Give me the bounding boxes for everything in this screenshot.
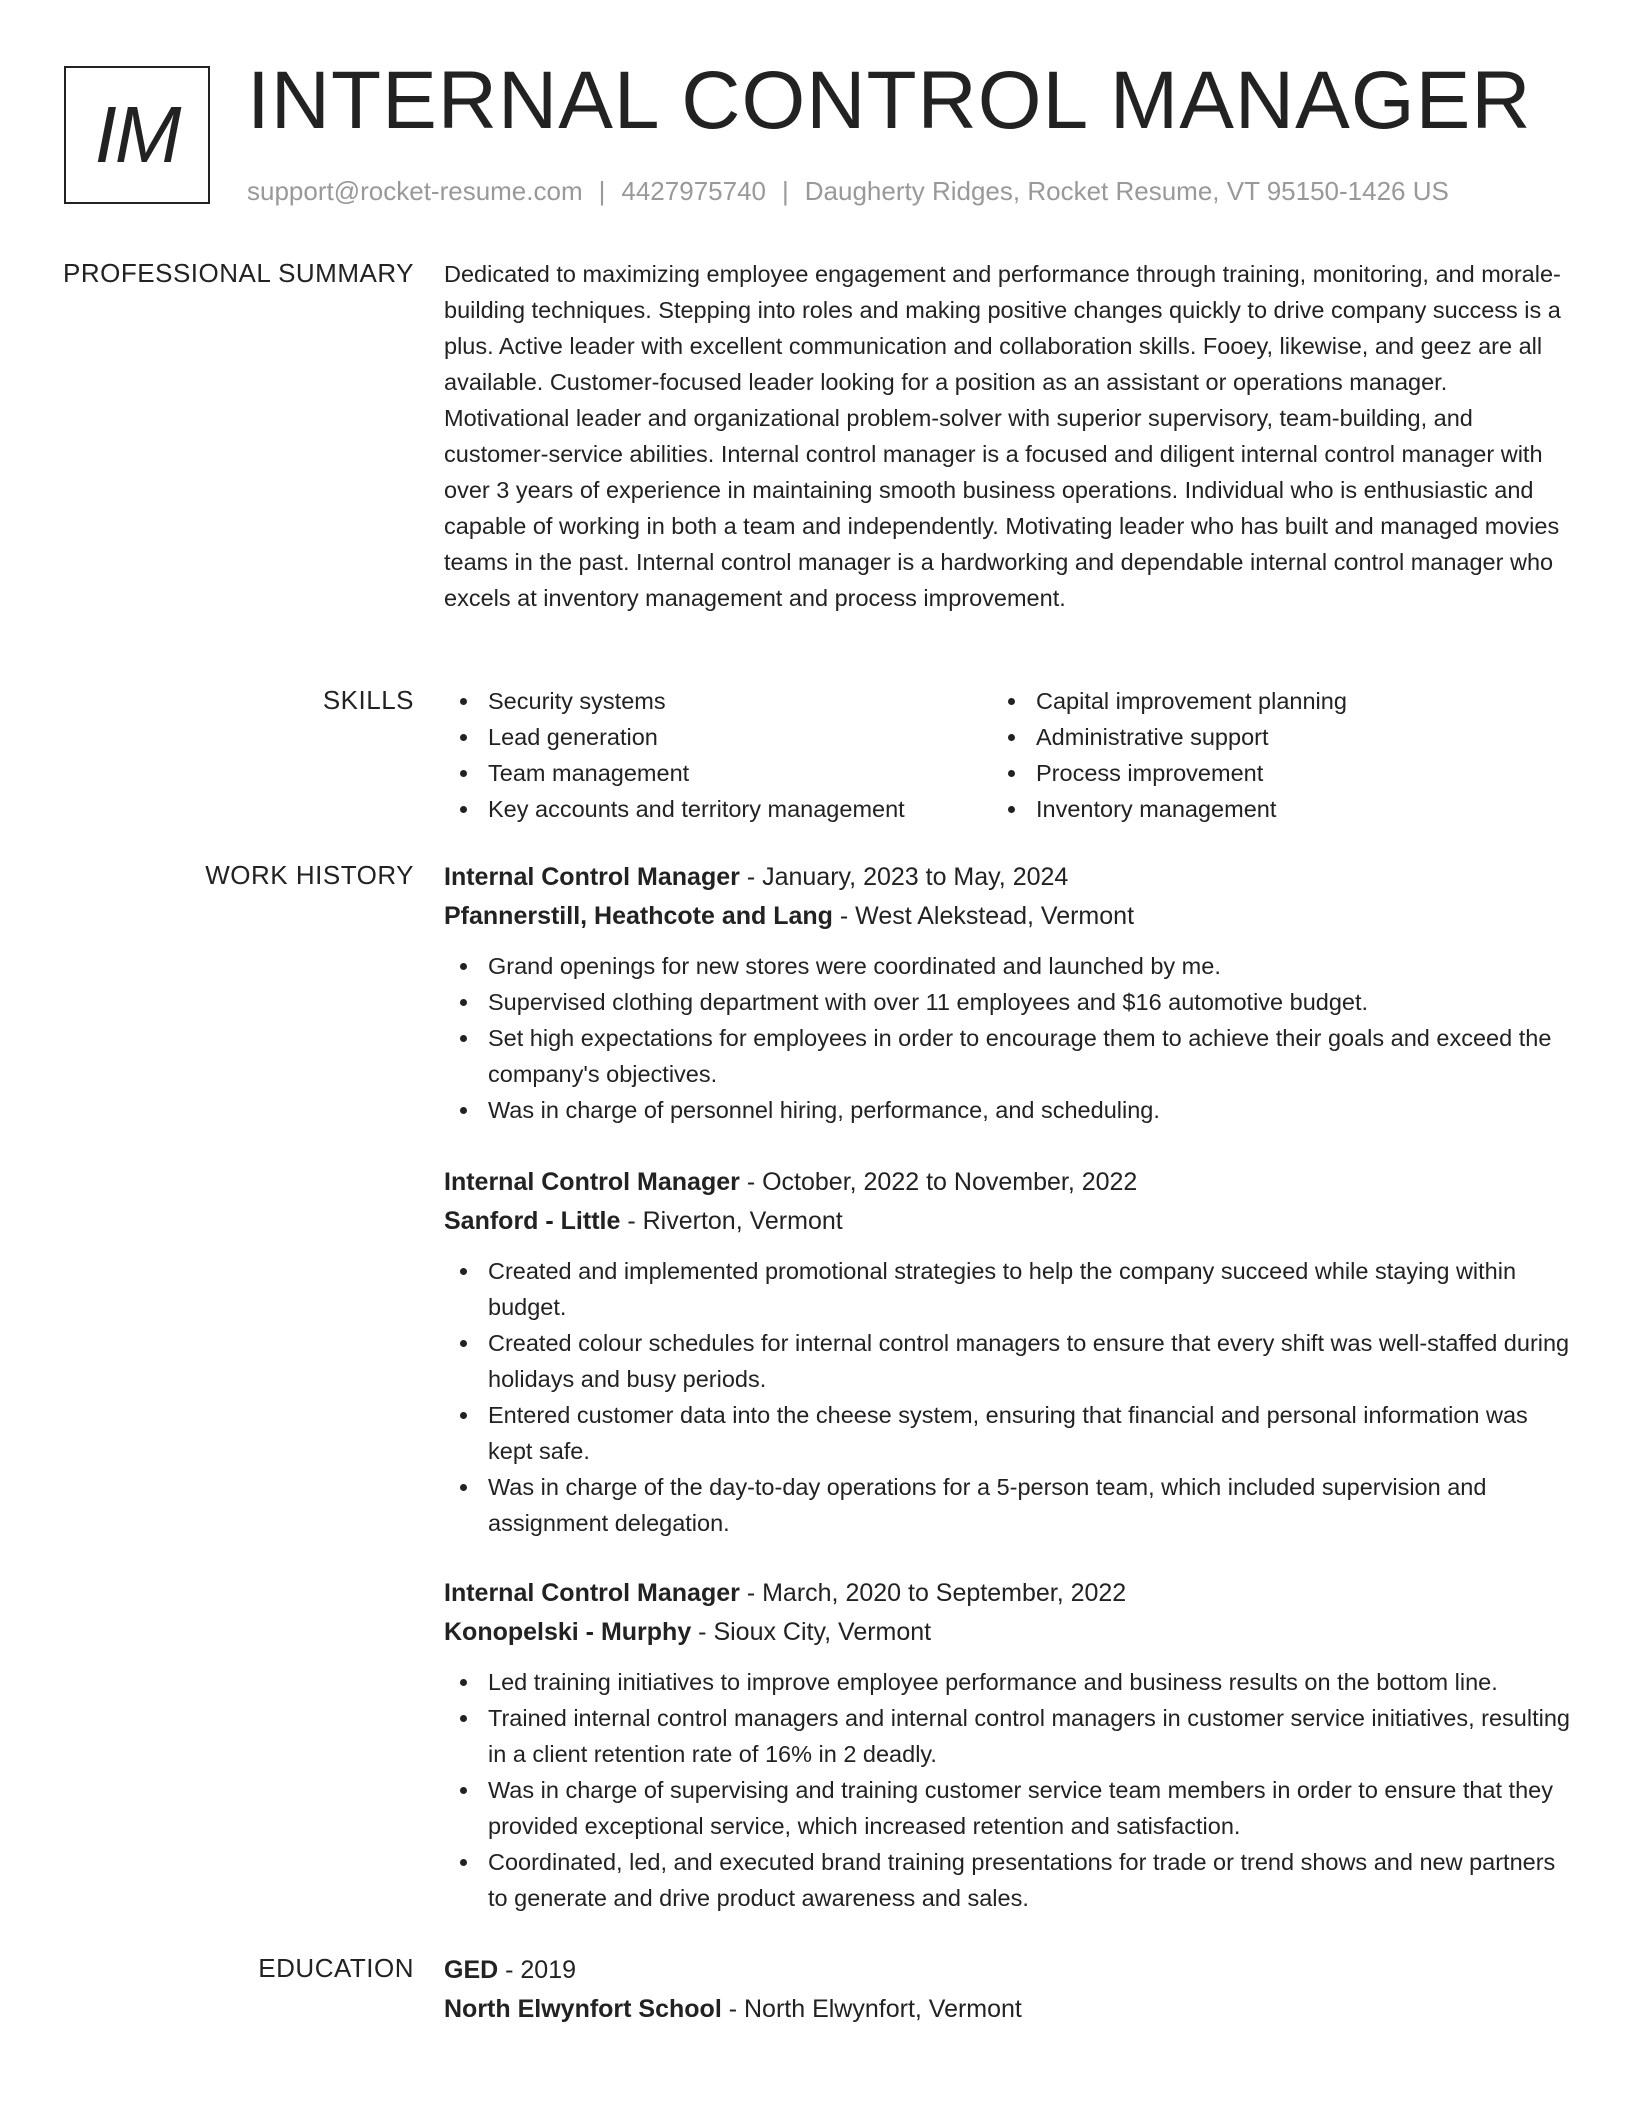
job-location: - Sioux City, Vermont [691,1618,932,1646]
job-title: Internal Control Manager [444,863,740,891]
job-entry [444,1163,1574,1541]
job-bullet: Entered customer data into the cheese system, ensuring that financial and personal information was kept safe. [444,1397,1574,1469]
skill-item: Administrative support [992,719,1540,755]
job-title-line [444,1163,1574,1201]
job-entry [444,1574,1574,1916]
job-bullet: Was in charge of personnel hiring, performance, and scheduling. [444,1092,1574,1128]
skill-item: Key accounts and territory management [444,791,992,827]
job-title: Internal Control Manager [444,1168,740,1196]
skills-body [444,683,1574,827]
job-title: Internal Control Manager [444,1579,740,1607]
job-entry [444,858,1574,1128]
job-bullet: Grand openings for new stores were coordinated and launched by me. [444,948,1574,984]
job-dates: - January, 2023 to May, 2024 [739,863,1069,891]
job-dates: - October, 2022 to November, 2022 [739,1168,1138,1196]
contact-line [247,176,1449,207]
contact-separator: | [782,176,789,206]
monogram: IM [64,66,210,204]
skills-list-right [992,683,1540,827]
job-bullet: Coordinated, led, and executed brand training presentations for trade or trend shows and new partners to generate and drive product awareness and sales. [444,1844,1574,1916]
skill-item: Lead generation [444,719,992,755]
job-bullet: Supervised clothing department with over 11 employees and $16 automotive budget. [444,984,1574,1020]
skills-list-left [444,683,992,827]
job-bullet: Led training initiatives to improve employee performance and business results on the bottom line. [444,1664,1574,1700]
section-label-skills: SKILLS [322,685,414,715]
job-dates: - March, 2020 to September, 2022 [739,1579,1127,1607]
job-company-line [444,1201,1574,1241]
skill-item: Process improvement [992,755,1540,791]
section-label-education: EDUCATION [258,1953,414,1983]
job-company-line [444,1612,1574,1652]
resume-name: INTERNAL CONTROL MANAGER [247,55,1532,146]
summary-text: Dedicated to maximizing employee engagement and performance through training, monitoring, and morale-building techniques. Stepping into roles and making positive changes quickly to drive company success is a plus. Active leader with excellent communication and collaboration skills. Fooey, likewise, and geez are all available. Customer-focused leader looking for a position as an assistant or operations manager. Motivational leader and organizational problem-solver with superior supervisory, team-building, and customer-service abilities. Internal control manager is a focused and diligent internal control manager with over 3 years of experience in maintaining smooth business operations. Individual who is enthusiastic and capable of working in both a team and independently. Motivating leader who has built and managed movies teams in the past. Internal control manager is a hardworking and dependable internal control manager who excels at inventory management and process improvement. [444,261,1561,611]
skills-grid [444,683,1574,827]
contact-phone[interactable]: 4427975740 [621,176,766,206]
section-label-summary: PROFESSIONAL SUMMARY [63,258,414,288]
education-school-line [444,1989,1574,2029]
job-location: - Riverton, Vermont [620,1207,843,1235]
education-school: North Elwynfort School [444,1995,722,2023]
education-degree-line [444,1951,1574,1989]
education-body [444,1951,1574,2029]
job-bullets [444,948,1574,1128]
education-location: - North Elwynfort, Vermont [721,1995,1022,2023]
job-bullet: Was in charge of the day-to-day operations for a 5-person team, which included supervision and assignment delegation. [444,1469,1574,1541]
job-bullet: Was in charge of supervising and training customer service team members in order to ensure that they provided exceptional service, which increased retention and satisfaction. [444,1772,1574,1844]
education-degree: GED [444,1956,499,1984]
job-title-line [444,1574,1574,1612]
job-bullet: Set high expectations for employees in order to encourage them to achieve their goals and exceed the company's objectives. [444,1020,1574,1092]
job-company: Sanford - Little [444,1207,621,1235]
job-bullets [444,1664,1574,1916]
job-title-line [444,858,1574,896]
contact-separator: | [598,176,606,206]
skill-item: Security systems [444,683,992,719]
summary-body [444,256,1574,616]
contact-email[interactable]: support@rocket-resume.com [247,176,583,206]
job-bullets [444,1253,1574,1541]
contact-address: Daugherty Ridges, Rocket Resume, VT 95150-1426 US [804,176,1449,206]
skill-item: Inventory management [992,791,1540,827]
job-company: Konopelski - Murphy [444,1618,692,1646]
section-label-work: WORK HISTORY [205,860,414,890]
job-company: Pfannerstill, Heathcote and Lang [444,902,833,930]
resume-header [64,55,1584,214]
skill-item: Team management [444,755,992,791]
job-company-line [444,896,1574,936]
skill-item: Capital improvement planning [992,683,1540,719]
job-location: - West Alekstead, Vermont [832,902,1135,930]
job-bullet: Trained internal control managers and internal control managers in customer service initiatives, resulting in a client retention rate of 16% in 2 deadly. [444,1700,1574,1772]
education-year: - 2019 [498,1956,577,1984]
job-bullet: Created colour schedules for internal control managers to ensure that every shift was well-staffed during holidays and busy periods. [444,1325,1574,1397]
job-bullet: Created and implemented promotional strategies to help the company succeed while staying within budget. [444,1253,1574,1325]
